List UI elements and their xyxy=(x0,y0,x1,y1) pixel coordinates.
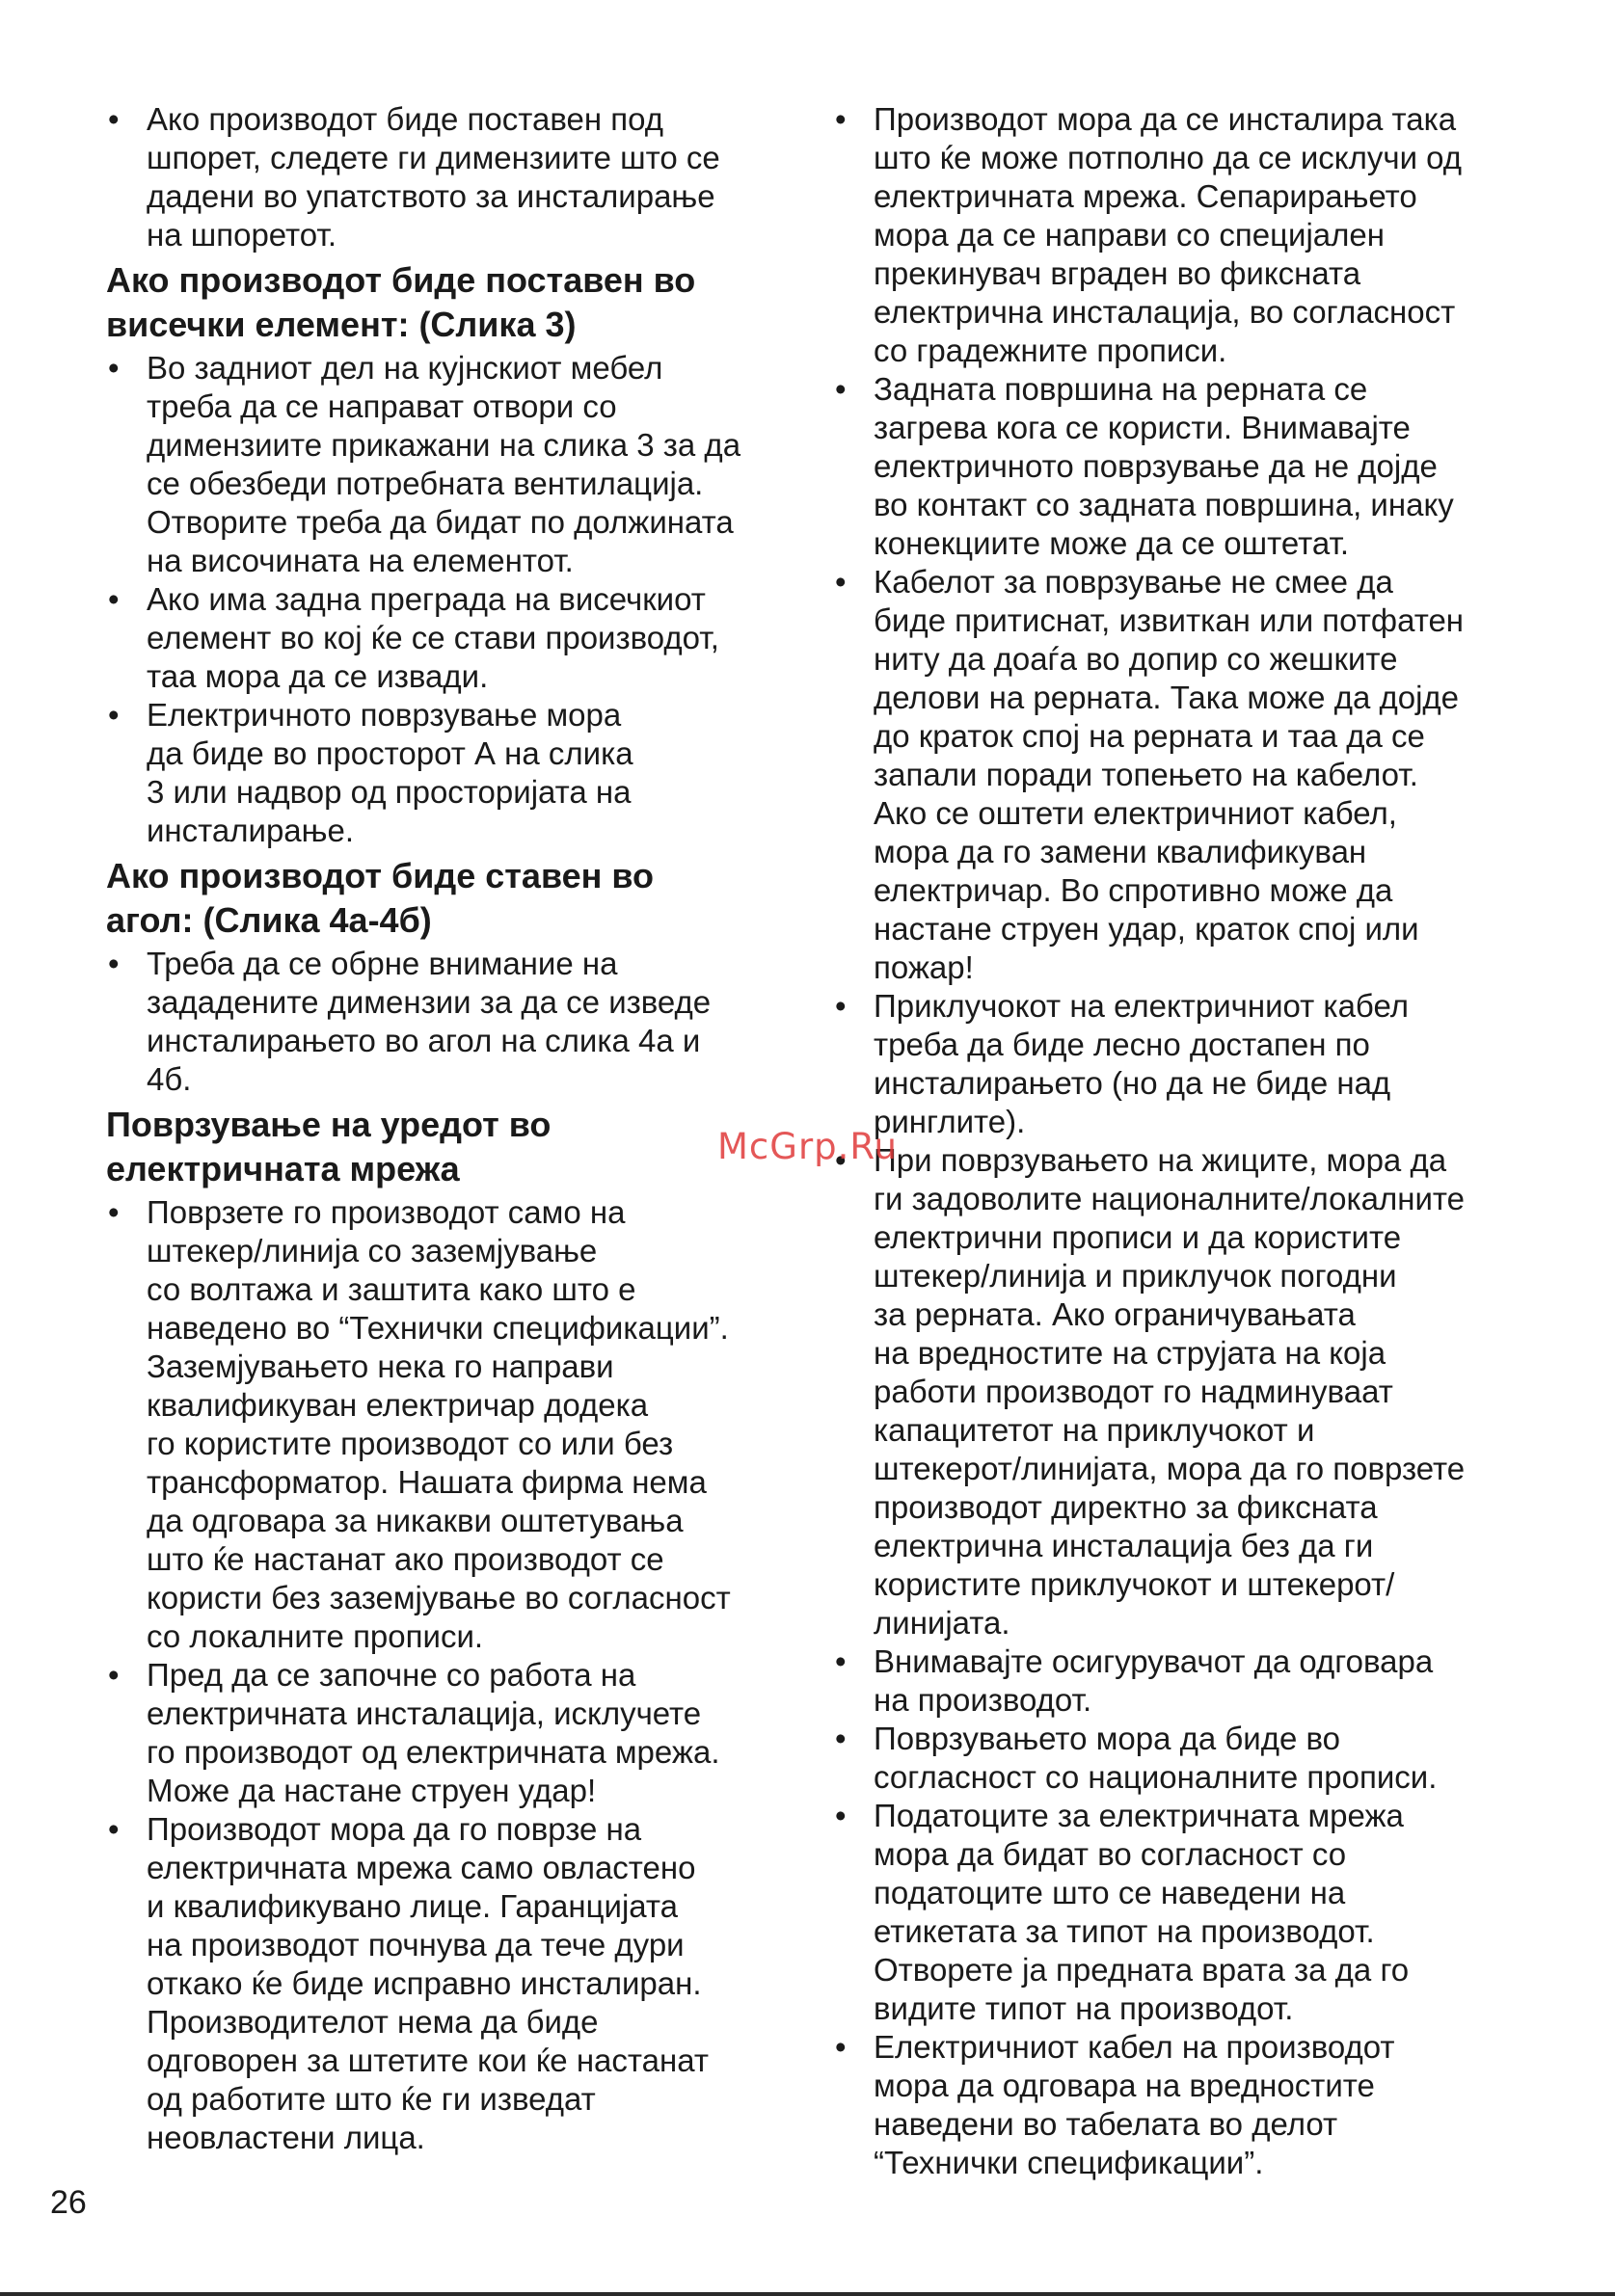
list-item: • Ако производот биде поставен под шпорет, следете ги димензиите што се дадени во упатството за инсталирање на шпоретот. xyxy=(106,100,800,254)
list-item: • Податоците за електричната мрежа мора да бидат во согласност со податоците што се наведени на етикетата за типот на производот. Отворете ја предната врата за да го видите типот на производот. xyxy=(833,1797,1527,2028)
hanging-cabinet-bullet-list xyxy=(106,349,800,850)
list-item: • Внимавајте осигурувачот да одговара на производот. xyxy=(833,1642,1527,1720)
watermark: McGrp.Ru xyxy=(717,1126,898,1167)
page-number: 26 xyxy=(50,2184,87,2221)
list-item: • Производот мора да се инсталира така што ќе може потполно да се исклучи од електричната мрежа. Сепарирањето мора да се направи со специјален прекинувач вграден во фиксната електрична инсталација, во согласност со градежните прописи. xyxy=(833,100,1527,370)
list-item: • Кабелот за поврзување не смее да биде притиснат, извиткан или потфатен ниту да доаѓа во допир со жешките делови на рерната. Така може да дојде до краток спој на рерната и таа да се запали поради топењето на кабелот. Ако се оштети електричниот кабел, мора да го замени квалификуван електричар. Во спротивно може да настане струен удар, краток спој или пожар! xyxy=(833,563,1527,987)
list-item: • Пред да се започне со работа на електричната инсталација, исклучете го производот од електричната мрежа. Може да настане струен удар! xyxy=(106,1656,800,1810)
right-column xyxy=(833,100,1527,2182)
section-heading-corner-installation: Ако производот биде ставен во агол: (Слика 4а-4б) xyxy=(106,856,655,940)
corner-installation-bullet-list xyxy=(106,945,800,1099)
section-heading-hanging-cabinet: Ако производот биде поставен во висечки елемент: (Слика 3) xyxy=(106,260,696,344)
list-item: • Ако има задна преграда на висечкиот елемент во кој ќе се стави производот, таа мора да се извади. xyxy=(106,580,800,696)
list-item: • Електричниот кабел на производот мора да одговара на вредностите наведени во табелата во делот “Технички спецификации”. xyxy=(833,2028,1527,2182)
section-heading-electrical-connection: Поврзување на уредот во електричната мрежа xyxy=(106,1105,552,1188)
list-item: • Задната површина на рерната се загрева кога се користи. Внимавајте електричното поврзување да не дојде во контакт со задната површина, инаку конекциите може да се оштетат. xyxy=(833,370,1527,563)
list-item: • Поврзувањето мора да биде во согласност со националните прописи. xyxy=(833,1720,1527,1797)
bottom-divider xyxy=(0,2292,1615,2296)
right-bullet-list xyxy=(833,100,1527,2182)
list-item: • Приклучокот на електричниот кабел треба да биде лесно достапен по инсталирањето (но да не биде над ринглите). xyxy=(833,987,1527,1141)
list-item: • Електричното поврзување мора да биде во просторот А на слика 3 или надвор од просторијата на инсталирање. xyxy=(106,696,800,850)
list-item: • Треба да се обрне внимание на зададените димензии за да се изведе инсталирањето во агол на слика 4а и 4б. xyxy=(106,945,800,1099)
list-item: • При поврзувањето на жиците, мора да ги задоволите националните/локалните електрични прописи и да користите штекер/линија и приклучок погодни за рерната. Ако ограничувањата на вредностите на струјата на која работи производот го надминуваат капацитетот на приклучокот и штекерот/линијата, мора да го поврзете производот директно за фиксната електрична инсталација без да ги користите приклучокот и штекерот/ линијата. xyxy=(833,1141,1527,1642)
intro-bullet-list xyxy=(106,100,800,254)
list-item: • Во задниот дел на кујнскиот мебел треба да се направат отвори со димензиите прикажани на слика 3 за да се обезбеди потребната вентилација. Отворите треба да бидат по должината на височината на елементот. xyxy=(106,349,800,580)
electrical-connection-bullet-list xyxy=(106,1193,800,2157)
list-item: • Производот мора да го поврзе на електричната мрежа само овластено и квалификувано лице. Гаранцијата на производот почнува да тече дури откако ќе биде исправно инсталиран. Производителот нема да биде одговорен за штетите кои ќе настанат од работите што ќе ги изведат неовластени лица. xyxy=(106,1810,800,2157)
left-column xyxy=(106,100,800,2157)
list-item: • Поврзете го производот само на штекер/линија со заземјување со волтажа и заштита како што е наведено во “Технички спецификации”. Заземјувањето нека го направи квалификуван електричар додека го користите производот со или без трансформатор. Нашата фирма нема да одговара за никакви оштетувања што ќе настанат ако производот се користи без заземјување во согласност со локалните прописи. xyxy=(106,1193,800,1656)
